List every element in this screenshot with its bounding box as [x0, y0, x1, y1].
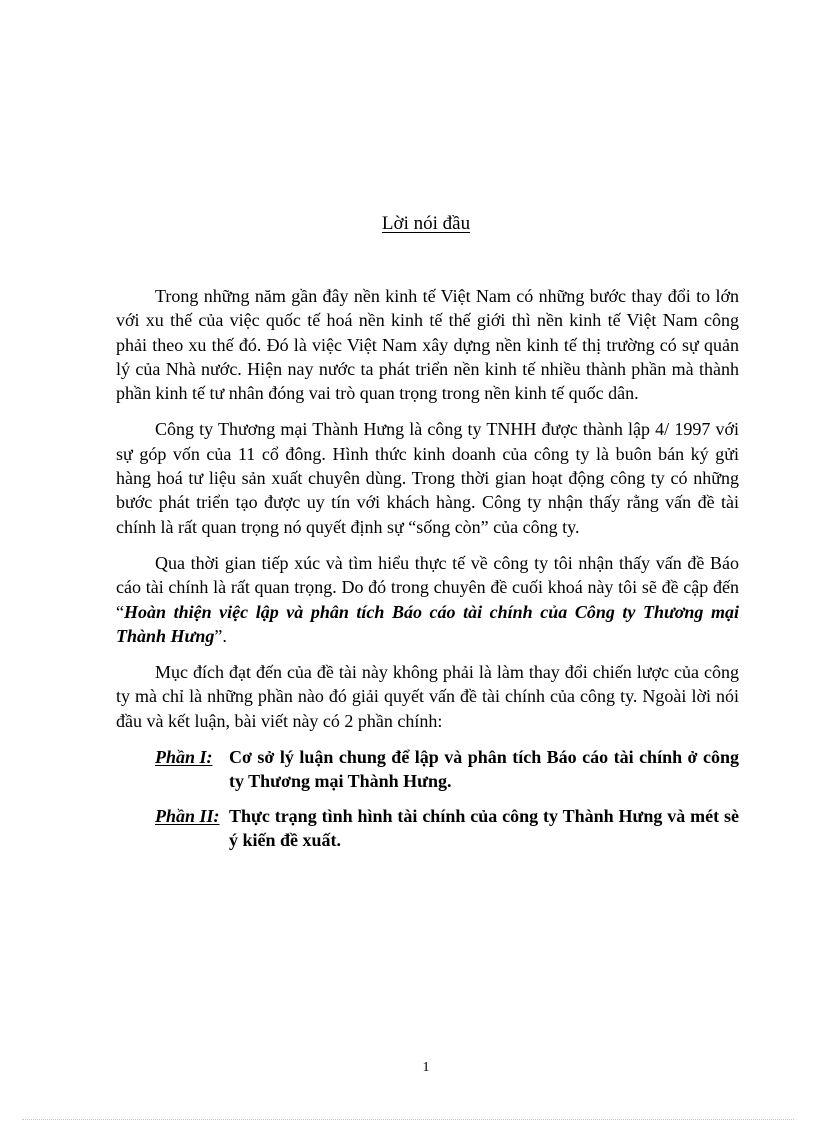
part-label: Phần II:: [155, 805, 220, 826]
page-title: Lời nói đầu: [381, 213, 471, 234]
page-divider: [22, 1119, 794, 1120]
paragraph-intro: Trong những năm gần đây nền kinh tế Việt Nam có những bước thay đổi to lớn với xu thế của việc quốc tế hoá nền kinh tế thế giới thì nền kinh tế Việt Nam công phải theo xu thế đó. Đó là việc Việt Nam xây dựng nền kinh tế thị trường có sự quản lý của Nhà nước. Hiện nay nước ta phát triển nền kinh tế nhiều thành phần mà thành phần kinh tế tư nhân đóng vai trò quan trọng trong nền kinh tế quốc dân.: [116, 286, 739, 404]
paragraph-company: Công ty Thương mại Thành Hưng là công ty TNHH được thành lập 4/ 1997 với sự góp vốn của 11 cổ đông. Hình thức kinh doanh của công ty là buôn bán ký gửi hàng hoá tư liệu sản xuất chuyên dùng. Trong thời gian hoạt động công ty có những bước phát triển tạo được uy tín với khách hàng. Công ty nhận thấy rằng vấn đề tài chính là rất quan trọng nó quyết định sự “sống còn” của công ty.: [116, 419, 739, 537]
part-description: Thực trạng tình hình tài chính của công ty Thành Hưng và mét sè ý kiến đề xuất.: [229, 805, 739, 850]
paragraph-topic-tail: ”.: [214, 625, 227, 646]
thesis-title: Hoàn thiện việc lập và phân tích Báo cáo tài chính của Công ty Thương mại Thành Hưng: [116, 601, 739, 646]
document-body: [116, 284, 739, 862]
part-label: Phần I:: [155, 747, 213, 768]
paragraph-topic: [116, 551, 739, 648]
part-item: [116, 745, 739, 794]
page-number: 1: [422, 1060, 430, 1075]
paragraph-purpose: Mục đích đạt đến của đề tài này không phải là làm thay đổi chiến lược của công ty mà chỉ là những phần nào đó giải quyết vấn đề tài chính của công ty. Ngoài lời nói đầu và kết luận, bài viết này có 2 phần chính:: [116, 662, 739, 731]
part-description: Cơ sở lý luận chung để lập và phân tích Báo cáo tài chính ở công ty Thương mại Thành Hưng.: [229, 747, 739, 792]
paragraph-topic-lead: Qua thời gian tiếp xúc và tìm hiểu thực tế về công ty tôi nhận thấy vấn đề Báo cáo tài chính là rất quan trọng. Do đó trong chuyên đề cuối khoá này tôi sẽ đề cập đến “: [116, 552, 739, 622]
part-item: [116, 804, 739, 853]
